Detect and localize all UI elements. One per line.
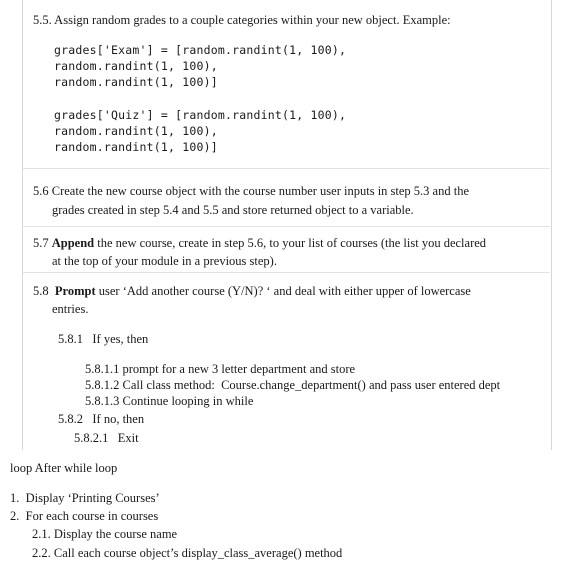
- step-5-7-text: the new course, create in step 5.6, to your list of courses (the list you declared: [94, 236, 487, 250]
- section-divider: [22, 272, 550, 273]
- keyword-append: Append: [51, 236, 95, 250]
- step-5-7-line: at the top of your module in a previous step).: [52, 254, 277, 268]
- after-loop-item: 2. For each course in courses: [10, 509, 159, 523]
- quiz-code-line: random.randint(1, 100),: [54, 124, 218, 138]
- step-5-8-2-1: 5.8.2.1 Exit: [74, 431, 139, 445]
- section-divider: [22, 226, 550, 227]
- section-divider: [22, 168, 550, 169]
- after-loop-subitem: 2.1. Display the course name: [32, 527, 178, 541]
- exam-code-line: random.randint(1, 100)]: [54, 75, 218, 89]
- step-5-7-line: [33, 235, 486, 251]
- step-5-8-2: 5.8.2 If no, then: [58, 412, 145, 426]
- step-5-8-1-3: 5.8.1.3 Continue looping in while: [85, 394, 254, 408]
- exam-code-line: random.randint(1, 100),: [54, 59, 218, 73]
- step-number: 5.8: [33, 284, 49, 298]
- after-loop-item: 1. Display ‘Printing Courses’: [10, 491, 160, 505]
- quiz-code-line: grades['Quiz'] = [random.randint(1, 100),: [54, 108, 347, 122]
- step-5-8-1-2: 5.8.1.2 Call class method: Course.change_department() and pass user entered dept: [85, 378, 501, 392]
- after-loop-subitem: 2.2. Call each course object’s display_class_average() method: [32, 546, 343, 560]
- step-5-8-text: user ‘Add another course (Y/N)? ‘ and deal with either upper of lowercase: [95, 284, 471, 298]
- step-5-8-line: [33, 283, 471, 299]
- exam-code-line: grades['Exam'] = [random.randint(1, 100),: [54, 43, 347, 57]
- step-5-6-line: grades created in step 5.4 and 5.5 and store returned object to a variable.: [52, 203, 414, 217]
- step-number: 5.7: [33, 236, 49, 250]
- step-5-6-line: 5.6 Create the new course object with the course number user inputs in step 5.3 and the: [33, 184, 469, 198]
- keyword-prompt: Prompt: [54, 284, 96, 298]
- quiz-code-line: random.randint(1, 100)]: [54, 140, 218, 154]
- step-5-5-heading: 5.5. Assign random grades to a couple categories within your new object. Example:: [33, 13, 451, 27]
- step-5-8-1: 5.8.1 If yes, then: [58, 332, 149, 346]
- step-5-8-1-1: 5.8.1.1 prompt for a new 3 letter department and store: [85, 362, 356, 376]
- after-loop-label: loop After while loop: [10, 461, 118, 475]
- step-5-8-line: entries.: [52, 302, 89, 316]
